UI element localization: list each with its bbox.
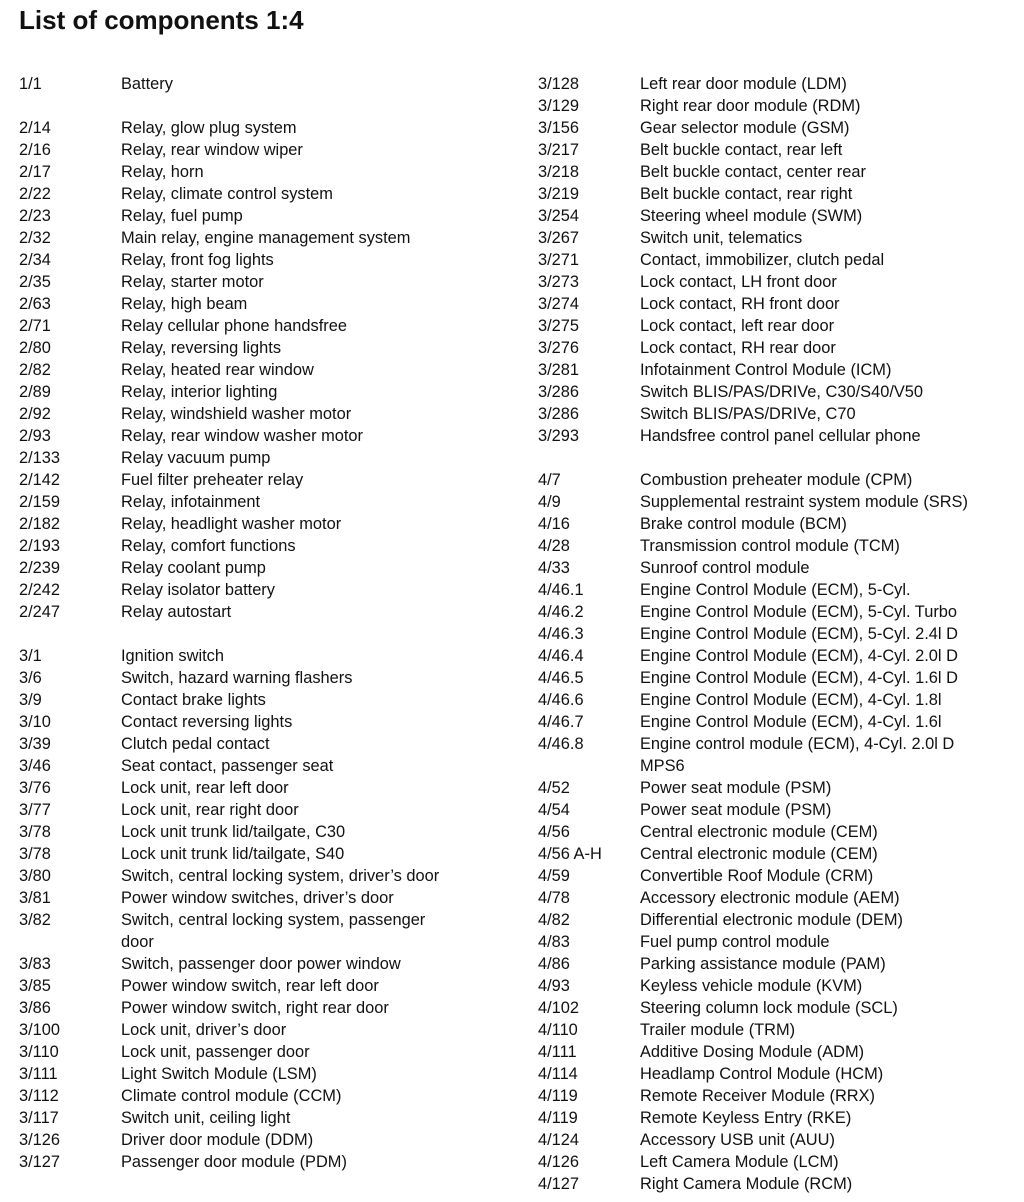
component-description: Lock unit trunk lid/tailgate, C30	[121, 823, 346, 841]
component-row	[19, 645, 519, 667]
component-row	[538, 777, 1018, 799]
component-row	[538, 117, 1018, 139]
component-code: 3/78	[19, 823, 51, 841]
component-code: 4/9	[538, 493, 561, 511]
component-description: Convertible Roof Module (CRM)	[640, 867, 874, 885]
component-code: 2/159	[19, 493, 61, 511]
component-code: 4/46.5	[538, 669, 584, 687]
component-row	[538, 205, 1018, 227]
component-row	[19, 1019, 519, 1041]
component-description: Switch unit, telematics	[640, 229, 803, 247]
component-row	[19, 117, 519, 139]
component-row	[538, 887, 1018, 909]
component-code: 4/33	[538, 559, 570, 577]
component-row	[19, 513, 519, 535]
component-description: Left Camera Module (LCM)	[640, 1153, 839, 1171]
component-row	[538, 271, 1018, 293]
component-row	[19, 293, 519, 315]
component-row	[538, 997, 1018, 1019]
component-row	[538, 73, 1018, 95]
component-description: Power seat module (PSM)	[640, 801, 832, 819]
component-description: Climate control module (CCM)	[121, 1087, 342, 1105]
component-description: Engine Control Module (ECM), 4-Cyl. 2.0l D	[640, 647, 958, 665]
component-description: Central electronic module (CEM)	[640, 823, 878, 841]
component-code: 4/46.1	[538, 581, 584, 599]
component-description: Transmission control module (TCM)	[640, 537, 900, 555]
component-row	[538, 1173, 1018, 1195]
component-code: 4/93	[538, 977, 570, 995]
component-code: 1/1	[19, 75, 42, 93]
component-row	[19, 579, 519, 601]
component-code: 4/111	[538, 1043, 577, 1061]
component-code: 3/275	[538, 317, 580, 335]
component-row	[538, 557, 1018, 579]
component-row	[19, 799, 519, 821]
component-row	[538, 469, 1018, 491]
component-code: 3/80	[19, 867, 51, 885]
component-row	[19, 469, 519, 491]
component-row	[19, 73, 519, 95]
component-description: Central electronic module (CEM)	[640, 845, 878, 863]
component-description: Engine Control Module (ECM), 4-Cyl. 1.6l D	[640, 669, 958, 687]
component-row	[538, 909, 1018, 931]
component-code: 3/128	[538, 75, 580, 93]
component-code: 3/78	[19, 845, 51, 863]
component-description: Lock contact, RH rear door	[640, 339, 836, 357]
component-row-continuation	[19, 931, 519, 953]
component-code: 4/46.3	[538, 625, 584, 643]
component-code: 2/80	[19, 339, 51, 357]
component-description: Contact, immobilizer, clutch pedal	[640, 251, 885, 269]
component-code: 3/117	[19, 1109, 59, 1127]
component-code: 3/286	[538, 405, 580, 423]
component-row	[538, 843, 1018, 865]
component-code: 4/82	[538, 911, 570, 929]
component-row	[19, 667, 519, 689]
component-code: 4/59	[538, 867, 570, 885]
component-row	[19, 359, 519, 381]
component-description: Driver door module (DDM)	[121, 1131, 314, 1149]
component-description: Main relay, engine management system	[121, 229, 411, 247]
component-description: Engine Control Module (ECM), 5-Cyl. 2.4l D	[640, 625, 958, 643]
component-description: Remote Keyless Entry (RKE)	[640, 1109, 852, 1127]
component-description: Clutch pedal contact	[121, 735, 270, 753]
component-description: Lock unit, passenger door	[121, 1043, 310, 1061]
component-row	[19, 161, 519, 183]
component-description: Relay, rear window washer motor	[121, 427, 364, 445]
component-row	[538, 733, 1018, 755]
component-row	[538, 1019, 1018, 1041]
left-component-list	[19, 73, 519, 1173]
component-row	[538, 359, 1018, 381]
component-description: Battery	[121, 75, 173, 93]
component-description: Lock unit trunk lid/tailgate, S40	[121, 845, 345, 863]
component-code: 2/22	[19, 185, 51, 203]
component-description: Accessory electronic module (AEM)	[640, 889, 900, 907]
component-description: Remote Receiver Module (RRX)	[640, 1087, 876, 1105]
component-code: 3/46	[19, 757, 51, 775]
component-description: Relay autostart	[121, 603, 232, 621]
component-row	[538, 249, 1018, 271]
component-row	[19, 843, 519, 865]
component-description: Fuel pump control module	[640, 933, 830, 951]
component-code: 3/274	[538, 295, 580, 313]
component-description: Lock contact, LH front door	[640, 273, 837, 291]
component-row	[538, 381, 1018, 403]
component-description: Steering wheel module (SWM)	[640, 207, 863, 225]
component-description: Gear selector module (GSM)	[640, 119, 850, 137]
component-description: Power seat module (PSM)	[640, 779, 832, 797]
component-code: 4/102	[538, 999, 580, 1017]
component-description: Combustion preheater module (CPM)	[640, 471, 913, 489]
component-description: Differential electronic module (DEM)	[640, 911, 903, 929]
spacer-row	[538, 447, 1018, 469]
component-row	[19, 403, 519, 425]
component-code: 3/273	[538, 273, 580, 291]
component-code: 3/82	[19, 911, 51, 929]
component-description: Lock contact, left rear door	[640, 317, 835, 335]
component-description: Relay, rear window wiper	[121, 141, 303, 159]
component-description: Relay, horn	[121, 163, 204, 181]
component-row	[538, 953, 1018, 975]
component-code: 2/17	[19, 163, 51, 181]
component-code: 3/281	[538, 361, 580, 379]
component-code: 4/126	[538, 1153, 580, 1171]
component-row	[538, 337, 1018, 359]
component-description: Right Camera Module (RCM)	[640, 1175, 853, 1193]
component-row	[19, 535, 519, 557]
component-row	[538, 227, 1018, 249]
component-description: Relay, interior lighting	[121, 383, 278, 401]
component-description: Relay isolator battery	[121, 581, 275, 599]
component-row	[538, 425, 1018, 447]
component-code: 3/276	[538, 339, 580, 357]
component-code: 4/46.2	[538, 603, 584, 621]
component-code: 3/218	[538, 163, 580, 181]
component-code: 3/286	[538, 383, 580, 401]
component-code: 3/1	[19, 647, 42, 665]
component-row	[538, 95, 1018, 117]
component-row	[538, 403, 1018, 425]
component-code: 2/14	[19, 119, 51, 137]
component-row	[19, 909, 519, 931]
component-description: Engine Control Module (ECM), 5-Cyl. Turbo	[640, 603, 958, 621]
component-row	[19, 1041, 519, 1063]
component-code: 2/247	[19, 603, 61, 621]
component-row	[19, 491, 519, 513]
component-row	[19, 227, 519, 249]
right-component-list	[538, 73, 1018, 1195]
component-description: Infotainment Control Module (ICM)	[640, 361, 892, 379]
component-code: 3/85	[19, 977, 51, 995]
component-row	[19, 601, 519, 623]
component-code: 3/83	[19, 955, 51, 973]
component-description: Switch BLIS/PAS/DRIVe, C70	[640, 405, 856, 423]
component-code: 3/86	[19, 999, 51, 1017]
component-row	[19, 997, 519, 1019]
page-title: List of components 1:4	[19, 5, 304, 35]
component-code: 2/242	[19, 581, 61, 599]
component-row	[538, 1129, 1018, 1151]
component-row	[538, 1107, 1018, 1129]
component-row	[538, 975, 1018, 997]
component-row	[538, 579, 1018, 601]
component-code: 2/34	[19, 251, 51, 269]
component-row	[19, 425, 519, 447]
component-description: Belt buckle contact, center rear	[640, 163, 866, 181]
component-description: Contact brake lights	[121, 691, 266, 709]
component-row	[538, 293, 1018, 315]
component-description: Relay, comfort functions	[121, 537, 296, 555]
component-row	[538, 1085, 1018, 1107]
component-description: Relay cellular phone handsfree	[121, 317, 347, 335]
component-description: Relay, front fog lights	[121, 251, 274, 269]
component-description: Engine control module (ECM), 4-Cyl. 2.0l D	[640, 735, 955, 753]
component-row	[538, 535, 1018, 557]
component-row	[538, 645, 1018, 667]
component-code: 4/46.4	[538, 647, 584, 665]
component-code: 2/93	[19, 427, 51, 445]
component-row	[538, 1151, 1018, 1173]
component-description: Steering column lock module (SCL)	[640, 999, 898, 1017]
component-description: Belt buckle contact, rear left	[640, 141, 843, 159]
component-code: 3/111	[19, 1065, 58, 1083]
component-row	[538, 931, 1018, 953]
component-code: 3/129	[538, 97, 580, 115]
component-row	[538, 799, 1018, 821]
component-description: Switch BLIS/PAS/DRIVe, C30/S40/V50	[640, 383, 924, 401]
component-code: 2/182	[19, 515, 61, 533]
component-description: Switch, central locking system, passenger	[121, 911, 426, 929]
component-row	[19, 887, 519, 909]
component-row	[19, 337, 519, 359]
component-description: Belt buckle contact, rear right	[640, 185, 853, 203]
component-code: 3/110	[19, 1043, 59, 1061]
component-row	[19, 315, 519, 337]
component-code: 3/39	[19, 735, 51, 753]
component-code: 4/46.6	[538, 691, 584, 709]
component-description: Relay coolant pump	[121, 559, 266, 577]
component-row	[19, 381, 519, 403]
component-row	[19, 755, 519, 777]
component-description: Power window switches, driver’s door	[121, 889, 394, 907]
component-row	[538, 161, 1018, 183]
component-code: 3/77	[19, 801, 51, 819]
component-description: Relay vacuum pump	[121, 449, 271, 467]
component-code: 2/133	[19, 449, 61, 467]
component-description: Lock unit, rear left door	[121, 779, 289, 797]
component-description: Trailer module (TRM)	[640, 1021, 796, 1039]
component-code: 4/119	[538, 1087, 578, 1105]
component-code: 2/35	[19, 273, 51, 291]
component-code: 4/56	[538, 823, 570, 841]
component-code: 4/83	[538, 933, 570, 951]
component-code: 3/293	[538, 427, 580, 445]
component-code: 4/7	[538, 471, 561, 489]
component-description: Relay, climate control system	[121, 185, 333, 203]
component-code: 4/46.8	[538, 735, 584, 753]
component-row	[19, 689, 519, 711]
component-row	[19, 733, 519, 755]
component-code: 2/239	[19, 559, 61, 577]
component-description: Relay, reversing lights	[121, 339, 282, 357]
component-row	[19, 1129, 519, 1151]
component-row	[19, 249, 519, 271]
component-description: Passenger door module (PDM)	[121, 1153, 347, 1171]
component-description: Lock contact, RH front door	[640, 295, 840, 313]
component-row	[19, 1063, 519, 1085]
component-description: Engine Control Module (ECM), 4-Cyl. 1.6l	[640, 713, 942, 731]
component-row	[538, 183, 1018, 205]
component-row	[538, 821, 1018, 843]
component-row	[538, 491, 1018, 513]
component-row	[538, 315, 1018, 337]
component-code: 3/127	[19, 1153, 61, 1171]
component-code: 3/100	[19, 1021, 61, 1039]
component-description: door	[121, 933, 154, 951]
component-description: Engine Control Module (ECM), 5-Cyl.	[640, 581, 911, 599]
component-code: 4/114	[538, 1065, 578, 1083]
component-description: Additive Dosing Module (ADM)	[640, 1043, 865, 1061]
component-code: 4/54	[538, 801, 570, 819]
component-description: Accessory USB unit (AUU)	[640, 1131, 835, 1149]
component-code: 4/46.7	[538, 713, 584, 731]
component-description: Relay, infotainment	[121, 493, 261, 511]
component-description: Power window switch, right rear door	[121, 999, 389, 1017]
component-description: Parking assistance module (PAM)	[640, 955, 886, 973]
component-description: Keyless vehicle module (KVM)	[640, 977, 863, 995]
component-description: Relay, glow plug system	[121, 119, 297, 137]
component-row	[19, 1085, 519, 1107]
component-row	[19, 953, 519, 975]
component-code: 2/142	[19, 471, 61, 489]
component-description: MPS6	[640, 757, 685, 775]
component-description: Switch, passenger door power window	[121, 955, 401, 973]
component-description: Switch, hazard warning flashers	[121, 669, 353, 687]
component-row	[19, 1151, 519, 1173]
component-description: Switch, central locking system, driver’s door	[121, 867, 440, 885]
component-description: Relay, heated rear window	[121, 361, 314, 379]
component-row	[19, 821, 519, 843]
component-code: 3/156	[538, 119, 580, 137]
component-code: 2/16	[19, 141, 51, 159]
component-code: 4/124	[538, 1131, 580, 1149]
component-code: 2/89	[19, 383, 51, 401]
component-code: 2/71	[19, 317, 51, 335]
component-code: 2/193	[19, 537, 61, 555]
component-code: 2/92	[19, 405, 51, 423]
component-code: 2/63	[19, 295, 51, 313]
component-description: Relay, high beam	[121, 295, 248, 313]
component-description: Ignition switch	[121, 647, 224, 665]
component-description: Brake control module (BCM)	[640, 515, 847, 533]
component-description: Power window switch, rear left door	[121, 977, 379, 995]
component-description: Relay, fuel pump	[121, 207, 243, 225]
component-description: Contact reversing lights	[121, 713, 293, 731]
component-row	[19, 711, 519, 733]
component-row	[19, 975, 519, 997]
component-code: 3/9	[19, 691, 42, 709]
component-description: Right rear door module (RDM)	[640, 97, 861, 115]
component-description: Seat contact, passenger seat	[121, 757, 334, 775]
component-code: 4/86	[538, 955, 570, 973]
component-row	[538, 667, 1018, 689]
component-code: 4/119	[538, 1109, 578, 1127]
spacer-row	[19, 95, 519, 117]
component-row	[538, 711, 1018, 733]
component-row	[19, 139, 519, 161]
component-row	[538, 865, 1018, 887]
component-description: Relay, windshield washer motor	[121, 405, 352, 423]
component-description: Relay, starter motor	[121, 273, 264, 291]
component-code: 3/271	[538, 251, 580, 269]
component-code: 4/16	[538, 515, 570, 533]
component-code: 4/127	[538, 1175, 580, 1193]
component-code: 3/81	[19, 889, 51, 907]
component-description: Left rear door module (LDM)	[640, 75, 847, 93]
component-code: 3/254	[538, 207, 580, 225]
component-code: 2/23	[19, 207, 51, 225]
component-code: 4/52	[538, 779, 570, 797]
component-code: 3/126	[19, 1131, 61, 1149]
component-description: Headlamp Control Module (HCM)	[640, 1065, 884, 1083]
component-row	[19, 183, 519, 205]
component-row	[19, 865, 519, 887]
component-row	[538, 139, 1018, 161]
spacer-row	[19, 623, 519, 645]
component-row	[538, 623, 1018, 645]
component-code: 4/56 A-H	[538, 845, 602, 863]
component-row	[538, 601, 1018, 623]
component-code: 4/110	[538, 1021, 578, 1039]
component-description: Sunroof control module	[640, 559, 810, 577]
component-row	[538, 1063, 1018, 1085]
component-row	[19, 205, 519, 227]
component-code: 2/82	[19, 361, 51, 379]
component-row	[538, 1041, 1018, 1063]
component-description: Handsfree control panel cellular phone	[640, 427, 921, 445]
component-description: Lock unit, driver’s door	[121, 1021, 287, 1039]
component-code: 4/28	[538, 537, 570, 555]
component-code: 3/219	[538, 185, 580, 203]
component-row	[538, 513, 1018, 535]
component-row	[19, 447, 519, 469]
component-description: Engine Control Module (ECM), 4-Cyl. 1.8l	[640, 691, 942, 709]
component-code: 2/32	[19, 229, 51, 247]
component-description: Switch unit, ceiling light	[121, 1109, 291, 1127]
component-code: 3/6	[19, 669, 42, 687]
component-code: 3/112	[19, 1087, 59, 1105]
component-code: 3/10	[19, 713, 51, 731]
component-code: 3/217	[538, 141, 580, 159]
component-row	[538, 689, 1018, 711]
component-row	[19, 271, 519, 293]
component-code: 4/78	[538, 889, 570, 907]
component-description: Lock unit, rear right door	[121, 801, 299, 819]
component-row	[19, 557, 519, 579]
component-row	[19, 777, 519, 799]
component-description: Fuel filter preheater relay	[121, 471, 304, 489]
component-description: Relay, headlight washer motor	[121, 515, 342, 533]
component-code: 3/267	[538, 229, 580, 247]
component-description: Supplemental restraint system module (SRS)	[640, 493, 968, 511]
component-description: Light Switch Module (LSM)	[121, 1065, 317, 1083]
component-row-continuation	[538, 755, 1018, 777]
component-row	[19, 1107, 519, 1129]
component-code: 3/76	[19, 779, 51, 797]
